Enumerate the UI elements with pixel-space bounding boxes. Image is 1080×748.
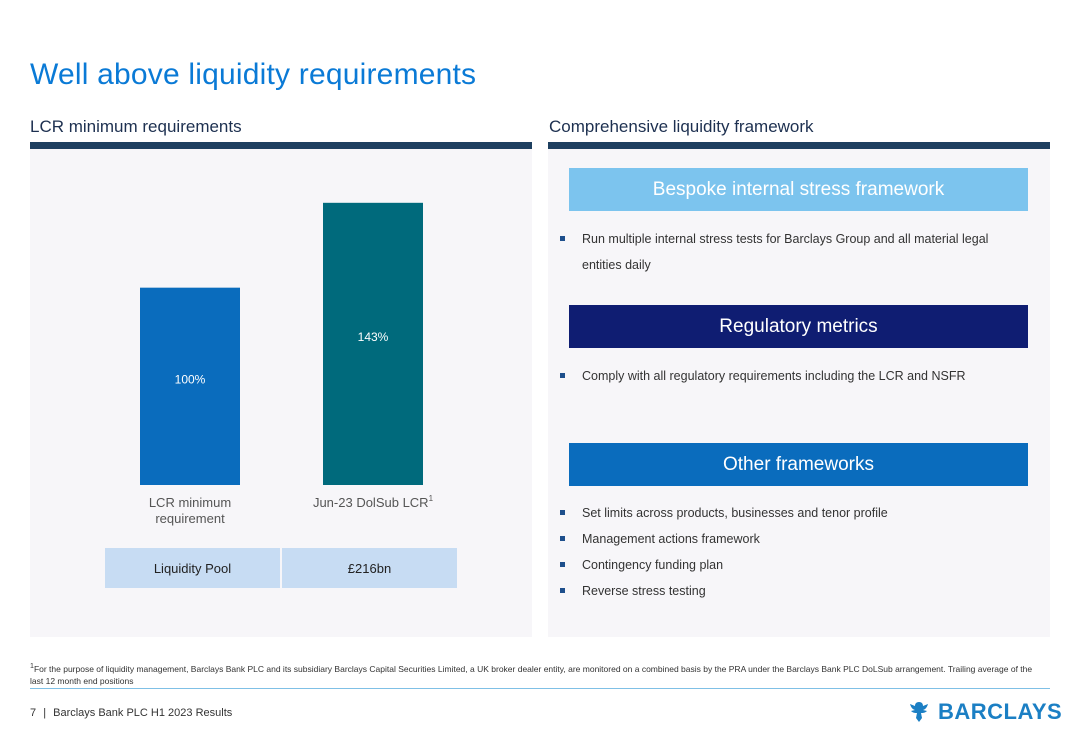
category-footnote-marker: 1 xyxy=(428,494,434,503)
footer-document: Barclays Bank PLC H1 2023 Results xyxy=(53,707,233,719)
bar-value-label: 100% xyxy=(174,372,206,387)
framework-section-rule xyxy=(548,142,1050,149)
list-item: Run multiple internal stress tests for Barclays Group and all material legal entities daily xyxy=(558,226,1018,278)
page-footer xyxy=(30,707,232,719)
logo-text: BARCLAYS xyxy=(938,699,1063,724)
list-item: Reverse stress testing xyxy=(558,578,1018,604)
other-frameworks-bullets xyxy=(558,500,1018,604)
bar-value-label: 143% xyxy=(357,329,389,344)
list-item: Comply with all regulatory requirements including the LCR and NSFR xyxy=(558,363,1018,389)
list-item: Contingency funding plan xyxy=(558,552,1018,578)
lcr-section-heading: LCR minimum requirements xyxy=(30,117,242,136)
eagle-icon xyxy=(906,700,932,724)
barclays-logo xyxy=(906,699,1062,725)
liquidity-pool-value: £216bn xyxy=(282,548,457,588)
list-item: Management actions framework xyxy=(558,526,1018,552)
footer-rule xyxy=(30,688,1050,689)
footnote-marker: 1 xyxy=(30,662,34,670)
framework-section-heading: Comprehensive liquidity framework xyxy=(549,117,814,136)
footnote xyxy=(30,660,1040,687)
page-number: 7 xyxy=(30,707,37,719)
category-label: LCR minimum xyxy=(148,495,232,510)
category-label: Jun-23 DolSub LCR$^1$ xyxy=(312,494,434,510)
lcr-bar-chart xyxy=(30,149,532,539)
list-item: Set limits across products, businesses and tenor profile xyxy=(558,500,1018,526)
regulatory-metrics-bullets xyxy=(558,363,1018,389)
category-label: requirement xyxy=(155,511,225,526)
stress-framework-box: Bespoke internal stress framework xyxy=(569,168,1028,211)
page-title: Well above liquidity requirements xyxy=(30,58,477,91)
other-frameworks-box: Other frameworks xyxy=(569,443,1028,486)
footer-separator: | xyxy=(43,707,47,719)
stress-framework-bullets xyxy=(558,226,1018,278)
regulatory-metrics-box: Regulatory metrics xyxy=(569,305,1028,348)
liquidity-pool-label: Liquidity Pool xyxy=(105,548,280,588)
footnote-text: For the purpose of liquidity management, Barclays Bank PLC and its subsidiary Barclays Capital Securities Limited, a UK broker dealer entity, are monitored on a combined basis by the PRA under the Barclays Bank PLC DoLSub arrangement. Trailing average of the last 12 month end positions xyxy=(30,663,1033,686)
lcr-section-rule xyxy=(30,142,532,149)
